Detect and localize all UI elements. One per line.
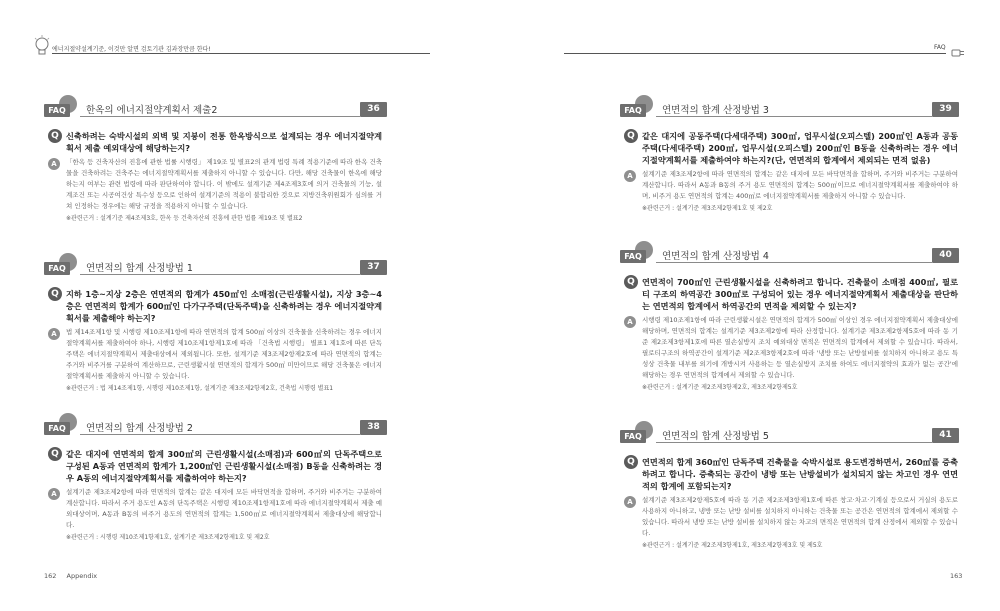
faq-title-rule	[656, 116, 932, 117]
answer-text: 설계기준 제3조제2항에 따라 연면적의 합계는 같은 대지에 모든 바닥면적을 합하며, 주거와 비주거는 구분하여 계산합니다. 따라서 A동과 B동의 주거 용도 연면적의 합계는 500㎡이므로 에너지절약계획서를 제출하여야 하며, 비주거 용도 연면적의 합계는 400㎡로 에너지절약계획서를 제출하지 아니할 수 있습니다.	[642, 170, 958, 200]
question-mark-icon: Q	[624, 455, 638, 469]
left-page-section: Appendix	[66, 572, 98, 580]
reference-text: ※관련근거 : 법 제14조제1항, 시행령 제10조제1항, 설계기준 제3조제2항제2호, 건축법 시행령 별표1	[66, 385, 334, 392]
answer-mark-icon: A	[624, 496, 636, 508]
answer-text: 설계기준 제3조제2항에 따라 연면적의 합계는 같은 대지에 모든 바닥면적을 합하며, 주거와 비주거는 구분하여 계산합니다. 따라서 주거 용도인 A동의 단독주택은 시행령 제10조제1항제1호에 따라 에너지절약계획서 제출 예외대상이며, A동과 B동의 비주거 용도의 연면적의 합계는 1,500㎡로 에너지절약계획서 제출대상에 해당합니다.	[66, 488, 382, 529]
faq-number: 38	[360, 420, 387, 435]
reference-text: ※관련근거 : 설계기준 제2조제3항제1호, 제3조제2항제3호 및 제5호	[642, 542, 823, 549]
plug-icon	[950, 47, 966, 59]
faq-header	[620, 100, 958, 120]
faq-number: 37	[360, 260, 387, 275]
faq-title-rule	[80, 116, 360, 117]
faq-header	[44, 418, 382, 438]
faq-question	[620, 456, 958, 492]
faq-badge: FAQ	[620, 250, 646, 263]
reference-text: ※관련근거 : 설계기준 제3조제2항제1호 및 제2호	[642, 205, 773, 212]
faq-badge: FAQ	[620, 430, 646, 443]
faq-question	[620, 130, 958, 166]
faq-title: 연면적의 합계 산정방법 1	[86, 263, 193, 274]
faq-question	[44, 130, 382, 154]
faq-38	[44, 418, 382, 543]
right-page	[500, 0, 1000, 611]
answer-mark-icon: A	[48, 158, 60, 170]
answer-mark-icon: A	[624, 170, 636, 182]
left-page-footer	[44, 572, 97, 580]
light-bulb-icon	[33, 34, 51, 58]
left-header-rule	[52, 53, 430, 54]
reference-text: ※관련근거 : 설계기준 제4조제3호, 한옥 등 건축자산의 진흥에 관한 법률 제19조 및 별표2	[66, 215, 303, 222]
faq-title-rule	[656, 442, 932, 443]
faq-36	[44, 100, 382, 224]
faq-title: 연면적의 합계 산정방법 3	[662, 105, 769, 116]
faq-number: 36	[360, 102, 387, 117]
faq-answer	[44, 487, 382, 531]
faq-badge: FAQ	[44, 422, 70, 435]
answer-mark-icon: A	[48, 488, 60, 500]
faq-badge: FAQ	[44, 262, 70, 275]
faq-number: 41	[932, 428, 959, 443]
question-text: 같은 대지에 연면적의 합계 300㎡의 근린생활시설(소매점)과 600㎡의 단독주택으로 구성된 A동과 연면적의 합계가 1,200㎡인 근린생활시설(소매점) B동을 신축하려는 경우 A동의 에너지절약계획서를 제출하여야 하는지?	[66, 449, 382, 483]
answer-mark-icon: A	[624, 316, 636, 328]
left-header-text: 에너지절약설계기준, 이것만 알면 검토기관 김과장만큼 한다!	[52, 46, 211, 53]
left-page-number: 162	[44, 572, 57, 580]
faq-answer	[44, 157, 382, 212]
right-page-number: 163	[950, 572, 963, 580]
question-mark-icon: Q	[48, 287, 62, 301]
faq-answer	[620, 495, 958, 539]
faq-title: 연면적의 합계 산정방법 4	[662, 251, 769, 262]
faq-header	[44, 258, 382, 278]
faq-question	[44, 288, 382, 324]
question-text: 지하 1층~지상 2층은 연면적의 합계가 450㎡인 소매점(근린생활시설), 지상 3층~4층은 연면적의 합계가 600㎡인 다가구주택(단독주택)을 신축하려는 경우 에너지절약계획서를 제출해야 하는지?	[66, 289, 382, 323]
faq-41	[620, 426, 958, 551]
question-mark-icon: Q	[624, 129, 638, 143]
question-text: 연면적의 합계 360㎡인 단독주택 건축물을 숙박시설로 용도변경하면서, 260㎡를 증축하려고 합니다. 증축되는 공간이 냉방 또는 난방설비가 설치되지 않는 차고인 경우 연면적의 합계에 포함되는지?	[642, 457, 958, 491]
question-mark-icon: Q	[48, 129, 62, 143]
faq-answer	[620, 169, 958, 202]
question-mark-icon: Q	[624, 275, 638, 289]
faq-question	[44, 448, 382, 484]
faq-header	[620, 426, 958, 446]
faq-title-rule	[80, 274, 360, 275]
faq-badge: FAQ	[620, 104, 646, 117]
faq-badge: FAQ	[44, 104, 70, 117]
faq-37	[44, 258, 382, 394]
faq-number: 40	[932, 248, 959, 263]
right-header-rule	[564, 53, 946, 54]
reference-text: ※관련근거 : 시행령 제10조제1항제1호, 설계기준 제3조제2항제1호 및 제2호	[66, 534, 270, 541]
answer-text: 「한옥 등 건축자산의 진흥에 관한 법률 시행령」 제19조 및 별표2의 관계 법령 특례 적용기준에 따라 한옥 건축물을 건축하려는 건축주는 에너지절약계획서를 제출하지 아니할 수 있습니다. 다만, 해당 건축물이 한옥에 해당하는지 여부는 관련 법령에 따라 판단하여야 합니다. 이 밖에도 설계기준 제4조제3호에 의거 건축물의 기능, 설계조건 또는 시공여건상 특수성 등으로 인하여 설계기준의 적용이 불합리한 것으로 지방건축위원회가 심의를 거쳐 인정하는 경우에는 해당 규정을 적용하지 아니할 수 있습니다.	[66, 158, 382, 210]
faq-header	[620, 246, 958, 266]
question-text: 신축하려는 숙박시설의 외벽 및 지붕이 전통 한옥방식으로 설계되는 경우 에너지절약계획서 제출 예외대상에 해당하는지?	[66, 131, 382, 153]
right-header-text: FAQ	[934, 44, 946, 51]
question-text: 같은 대지에 공동주택(다세대주택) 300㎡, 업무시설(오피스텔) 200㎡인 A동과 공동주택(다세대주택) 200㎡, 업무시설(오피스텔) 200㎡인 B동을 신축하려는 경우 에너지절약계획서를 제출하여야 하는지?(단, 연면적의 합계에서 제외되는 면적 없음)	[642, 131, 958, 165]
faq-number: 39	[932, 102, 959, 117]
faq-question	[620, 276, 958, 312]
faq-title: 연면적의 합계 산정방법 2	[86, 423, 193, 434]
faq-40	[620, 246, 958, 393]
reference-text: ※관련근거 : 설계기준 제2조제3항제2호, 제3조제2항제5호	[642, 384, 798, 391]
faq-title: 한옥의 에너지절약계획서 제출2	[86, 105, 218, 116]
answer-text: 법 제14조제1항 및 시행령 제10조제1항에 따라 연면적의 합계 500㎡ 이상의 건축물을 신축하려는 경우 에너지절약계획서를 제출하여야 하나, 시행령 제10조제1항제1호에 따라 「건축법 시행령」 별표1 제1호에 따른 단독주택은 에너지절약계획서 제출대상에서 제외됩니다. 또한, 설계기준 제3조제2항제2호에 따라 연면적의 합계는 주거와 비주거를 구분하여 계산하므로, 근린생활시설 연면적의 합계가 500㎡ 미만이므로 해당 건축물은 에너지절약계획서를 제출하지 아니할 수 있습니다.	[66, 328, 382, 380]
faq-header	[44, 100, 382, 120]
faq-39	[620, 100, 958, 214]
answer-text: 설계기준 제3조제2항제5호에 따라 동 기준 제2조제3항제1호에 따른 창고·차고·기계실 등으로서 거실의 용도로 사용하지 아니하고, 냉방 또는 난방 설비를 설치하지 아니하는 건축물 또는 공간은 연면적의 합계에서 제외할 수 있습니다. 따라서 냉방 또는 난방 설비를 설치하지 않는 차고의 면적은 연면적의 합계 산정에서 제외할 수 있습니다.	[642, 496, 958, 537]
faq-title-rule	[656, 262, 932, 263]
answer-text: 시행령 제10조제1항에 따라 근린생활시설은 연면적의 합계가 500㎡ 이상인 경우 에너지절약계획서 제출대상에 해당하며, 연면적의 합계는 설계기준 제3조제2항에 따라 산정합니다. 설계기준 제3조제2항제5호에 따라 동 기준 제2조제3항제1호에 따른 열손실방지 조치 예외대상 면적은 연면적의 합계에서 제외할 수 있습니다. 따라서, 필로티구조의 하역공간이 설계기준 제2조제3항제2호에 따라 '냉방 또는 난방설비를 설치하지 아니하고 용도 특성상 건축물 내부를 외기에 개방시켜 사용하는 등 열손실방지 조치를 하여도 에너지절약의 효과가 없는 공간'에 해당하는 경우 연면적의 합계에서 제외할 수 있습니다.	[642, 316, 958, 379]
faq-title-rule	[80, 434, 360, 435]
question-text: 연면적이 700㎡인 근린생활시설을 신축하려고 합니다. 건축물이 소매점 400㎡, 필로티 구조의 하역공간 300㎡로 구성되어 있는 경우 에너지절약계획서 제출대상을 판단하는 연면적의 합계에서 하역공간의 면적을 제외할 수 있는지?	[642, 277, 958, 311]
answer-mark-icon: A	[48, 328, 60, 340]
faq-answer	[620, 315, 958, 381]
faq-title: 연면적의 합계 산정방법 5	[662, 431, 769, 442]
faq-answer	[44, 327, 382, 382]
question-mark-icon: Q	[48, 447, 62, 461]
